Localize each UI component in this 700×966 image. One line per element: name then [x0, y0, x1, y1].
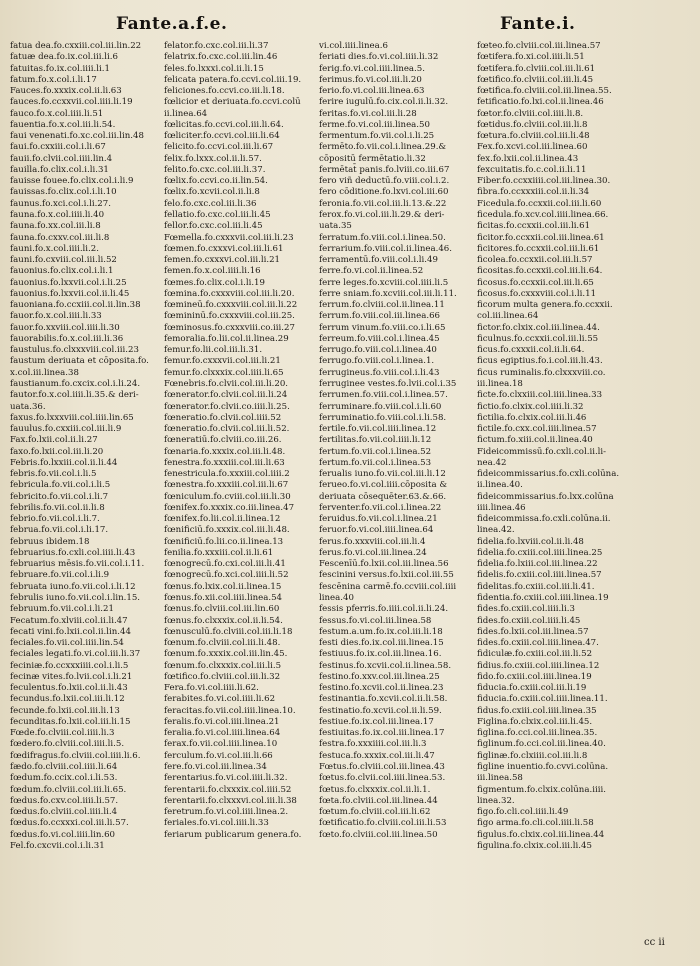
index-entry: fauissas.fo.clix.col.i.li.10: [10, 187, 117, 198]
index-entry: fœnus.fo.clxxxix.col.ii.li.54.: [164, 615, 283, 626]
index-entry: feriales.fo.vi.col.iiii.li.33: [164, 818, 269, 829]
index-entry: fœdus.fo.ccxxxi.col.iii.li.57.: [10, 818, 129, 829]
index-entry: febricula.fo.vii.col.i.li.5: [10, 480, 111, 491]
index-entry: fœmen.fo.cxxxvi.col.iii.li.61: [164, 243, 284, 254]
index-entry: fermentum.fo.vii.col.i.li.25: [319, 131, 435, 142]
index-entry: fœdus.fo.clviii.col.iiii.li.4: [10, 807, 118, 818]
index-entry: fauni.fo.cxviii.col.iii.li.52: [10, 255, 117, 266]
index-entry: fiducia.fo.cxiii.col.iiii.linea.11.: [477, 694, 608, 705]
index-entry: fescēnina carmē.fo.ccviii.col.iiii: [319, 581, 457, 592]
index-entry: febrilis.fo.vii.col.ii.li.8: [10, 502, 105, 513]
index-entry: deriuata cōsequēter.63.&.66.: [319, 491, 447, 502]
index-entry: festinatio.fo.xcvii.col.ii.li.59.: [319, 705, 442, 716]
index-entry: februa.fo.vii.col.i.li.17.: [10, 525, 109, 536]
index-entry: fido.fo.cxiii.col.iiii.linea.19: [477, 671, 592, 682]
index-entry: ficosus.fo.ccxxii.col.iii.li.65: [477, 277, 594, 288]
index-entry: fœmina.fo.cxxxviii.col.iii.li.20.: [164, 288, 295, 299]
index-entry: Fideicommissū.fo.cxli.col.ii.li-: [477, 446, 607, 457]
index-entry: fœnus.fo.clviii.col.iii.lin.60: [164, 604, 280, 615]
index-entry: fecati vini.fo.lxii.col.ii.lin.44: [10, 626, 131, 637]
index-entry: fertum.fo.vii.col.i.linea.52: [319, 446, 432, 457]
index-entry: fessus.fo.vi.col.iii.linea.58: [319, 615, 432, 626]
index-entry: fermētat̄ panis.fo.lviii.co.iii.67: [319, 164, 450, 175]
index-entry: ferme.fo.vi.col.iii.linea.50: [319, 119, 430, 130]
index-entry: ferruminatio.fo.viii.col.i.li.58.: [319, 412, 447, 423]
index-entry: fœtor.fo.clviii.col.iiii.li.8.: [477, 108, 584, 119]
index-entry: februarius.fo.cxli.col.iiii.li.43: [10, 547, 136, 558]
index-entry: figmentum.fo.clxix.colūna.iiii.: [477, 784, 606, 795]
index-entry: fauni.fo.x.col.iiii.li.2.: [10, 243, 99, 254]
folio-number: cc ii: [644, 937, 665, 948]
index-entry: ferratum.fo.viii.col.i.linea.50.: [319, 232, 446, 243]
index-entry: fidelia.fo.cxiii.col.iiii.linea.25: [477, 547, 603, 558]
index-entry: februlis iuno.fo.vii.col.i.lin.15.: [10, 593, 141, 604]
index-entry: vi.col.iiii.linea.6: [319, 41, 388, 51]
index-entry: x.col.iii.linea.38: [10, 367, 79, 378]
index-entry: fœta.fo.clviii.col.iii.linea.44: [319, 795, 438, 806]
index-entry: fœnerator.fo.clvii.co.iiii.li.25.: [164, 401, 290, 412]
index-entry: fertilitas.fo.vii.col.iiii.li.12: [319, 435, 432, 446]
index-entry: fœlicitas.fo.ccvi.col.iii.li.64.: [164, 119, 284, 130]
index-entry: uata.36.: [10, 401, 46, 412]
index-entry: fautor.fo.x.col.iiii.li.35.& deri-: [10, 390, 139, 401]
index-entry: felicito.fo.ccvi.col.iii.li.67: [164, 142, 274, 153]
index-entry: fœnificiū.fo.lii.co.ii.linea.13: [164, 536, 284, 547]
index-entry: fœnum.fo.xxxix.col.iii.lin.45.: [164, 649, 288, 660]
index-entry: feciales legati.fo.vi.col.iii.li.37: [10, 649, 141, 660]
index-entry: fœtifera.fo.xi.col.iiii.li.51: [477, 52, 585, 63]
index-entry: fœnus.fo.lxix.col.ii.linea.15: [164, 581, 282, 592]
index-entry: ferrarium.fo.viii.col.ii.linea.46.: [319, 243, 452, 254]
index-entry: felator.fo.cxc.col.iii.li.37: [164, 41, 269, 51]
index-entry: ferualis iuno.fo.vii.col.iii.li.12: [319, 469, 446, 480]
index-entry: ferentarius.fo.vi.col.iiii.li.32.: [164, 773, 288, 784]
index-entry: fœnum.fo.clviii.col.iii.li.48.: [164, 638, 281, 649]
index-entry: ferrugineus.fo.viii.col.i.li.43: [319, 367, 440, 378]
index-entry: ferre.fo.vi.col.ii.linea.52: [319, 266, 424, 277]
index-entry: fides.fo.cxiii.col.iiii.li.3: [477, 604, 575, 615]
index-entry: fenestra.fo.xxxiii.col.iii.li.63: [164, 457, 285, 468]
index-entry: faunus.fo.xci.col.i.li.27.: [10, 198, 111, 209]
index-entry: fauna.fo.cxxv.col.iii.li.8: [10, 232, 110, 243]
index-entry: fidelia.fo.lxiii.col.iii.linea.22: [477, 559, 598, 570]
index-entry: ferventer.fo.vii.col.i.linea.22: [319, 502, 442, 513]
index-entry: ferrum.fo.viii.col.iii.linea.66: [319, 311, 441, 322]
index-entry: Fœnebris.fo.clvii.col.iii.li.20.: [164, 378, 289, 389]
index-entry: faxo.fo.lxii.col.iii.li.20: [10, 446, 104, 457]
index-column-4: [477, 41, 687, 852]
index-entry: ferruginee vestes.fo.lvii.col.i.35: [319, 378, 457, 389]
index-entry: fœneratiū.fo.clviii.co.iii.26.: [164, 435, 282, 446]
index-entry: fecunditas.fo.lxii.col.iii.li.15: [10, 716, 131, 727]
index-entry: Fel.fo.cxcvii.col.i.li.31: [10, 840, 105, 851]
index-entry: feruor.fo.vi.col.iiii.linea.64: [319, 525, 434, 536]
index-entry: fœdus.fo.cxv.col.iiii.li.57.: [10, 795, 119, 806]
index-entry: fictum.fo.xiii.col.ii.linea.40: [477, 435, 593, 446]
index-entry: Fœtus.fo.clviii.col.iii.linea.43: [319, 762, 445, 772]
index-column-2: [164, 41, 326, 841]
index-entry: faustum deriuata et cōposita.fo.: [10, 356, 149, 367]
index-entry: ferculum.fo.vi.col.iii.li.66: [164, 750, 273, 761]
index-entry: fauco.fo.x.col.iiii.li.51: [10, 108, 104, 119]
index-entry: fauces.fo.ccxxvii.col.iiii.li.19: [10, 97, 133, 108]
index-entry: fiducia.fo.cxiii.col.iii.li.19: [477, 683, 587, 694]
index-entry: ficte.fo.clxxiii.col.iiii.linea.33: [477, 390, 603, 401]
index-entry: festiuitas.fo.ix.col.iii.linea.17: [319, 728, 445, 739]
index-entry: figulus.fo.clxix.col.iii.linea.44: [477, 829, 605, 840]
index-entry: fœtifica.fo.clviii.col.iii.linea.55.: [477, 86, 612, 97]
index-entry: fœminosus.fo.cxxxviii.co.iii.27: [164, 322, 295, 333]
index-entry: ferrum vinum.fo.viii.co.i.li.65: [319, 322, 446, 333]
index-entry: faui.fo.cxxiii.col.i.li.67: [10, 142, 106, 153]
index-entry: ferabites.fo.vi.col.iiii.li.62: [164, 694, 276, 705]
index-entry: Fera.fo.vi.col.iiii.li.62.: [164, 683, 259, 694]
index-entry: fetificatio.fo.lxi.col.ii.linea.46: [477, 97, 604, 108]
index-entry: fertum.fo.vii.col.i.linea.53: [319, 457, 432, 468]
index-entry: festino.fo.xcvii.col.ii.linea.23: [319, 683, 444, 694]
index-entry: ficosus.fo.cxxxviii.col.i.li.11: [477, 288, 597, 299]
index-entry: februum.fo.vii.col.i.li.21: [10, 604, 114, 615]
index-entry: fessis pferris.fo.iiii.col.ii.li.24.: [319, 604, 449, 615]
index-entry: Fex.fo.xcvi.col.iii.linea.60: [477, 142, 588, 153]
index-entry: fauonius.fo.clix.col.i.li.1: [10, 266, 114, 277]
index-entry: feliciones.fo.ccvi.co.iii.li.18.: [164, 86, 285, 97]
index-entry: fœnus.fo.xii.col.iiii.linea.54: [164, 593, 283, 604]
index-entry: fideicommissa.fo.cxli.colūna.ii.: [477, 514, 611, 525]
index-entry: fides.fo.cxiii.col.iiii.linea.47.: [477, 638, 599, 649]
index-entry: fero viñ deductū.fo.viii.col.i.2.: [319, 176, 450, 187]
index-entry: ficitores.fo.ccxxii.col.iii.li.61: [477, 243, 600, 254]
index-entry: col.iii.linea.64: [477, 311, 539, 322]
index-entry: februata iuno.fo.vii.col.i.li.12: [10, 581, 136, 592]
index-entry: Fauces.fo.xxxix.col.ii.li.63: [10, 86, 122, 97]
index-entry: fere.fo.vi.col.iii.linea.34: [164, 762, 267, 772]
running-head-left: Fante.a.f.e.: [116, 14, 228, 34]
index-entry: feles.fo.lxxxi.col.ii.li.15: [164, 63, 264, 74]
index-entry: Figlina.fo.clxix.col.iii.li.45.: [477, 716, 593, 727]
index-entry: fidiculæ.fo.cxiii.col.iii.li.52: [477, 649, 593, 660]
index-entry: felicata patera.fo.ccvi.col.iii.19.: [164, 74, 302, 85]
index-entry: festra.fo.xxxiiii.col.iii.li.3: [319, 739, 427, 750]
index-entry: fictile.fo.cxx.col.iiii.linea.57: [477, 424, 597, 435]
index-entry: fauii.fo.clvii.col.iiii.lin.4: [10, 153, 113, 164]
index-entry: fidelia.fo.lxviii.col.ii.li.48: [477, 536, 584, 547]
index-entry: ferig.fo.vi.col.iiii.linea.5.: [319, 63, 425, 74]
index-entry: fœniculum.fo.cviii.col.iii.li.30: [164, 491, 291, 502]
index-entry: feriati dies.fo.vi.col.iiii.li.32: [319, 52, 439, 63]
index-entry: ferruminare.fo.viii.col.i.li.60: [319, 401, 442, 412]
index-entry: fidentia.fo.cxiii.col.iiii.linea.19: [477, 593, 609, 604]
index-entry: fœdifragus.fo.clviii.col.iiii.li.6.: [10, 750, 141, 761]
index-entry: figlinæ.fo.clxiiii.col.iii.li.8: [477, 750, 588, 761]
index-entry: ficositas.fo.ccxxii.col.iii.li.64.: [477, 266, 603, 277]
index-entry: figlina.fo.cci.col.iii.linea.35.: [477, 728, 598, 739]
index-entry: ficorum multa genera.fo.ccxxii.: [477, 300, 613, 311]
index-entry: festino.fo.xxv.col.iii.linea.25: [319, 671, 440, 682]
index-entry: festinus.fo.xcvii.col.ii.linea.58.: [319, 660, 452, 671]
index-entry: Ficedula.fo.ccxxii.col.iii.li.60: [477, 198, 602, 209]
index-entry: fædo.fo.clviii.col.iiii.li.64: [10, 762, 118, 772]
index-entry: festiuus.fo.ix.col.iii.linea.16.: [319, 649, 442, 660]
index-entry: ferrum.fo.clviii.col.ii.linea.11: [319, 300, 445, 311]
index-entry: fœneratio.fo.clvii.col.iii.li.52.: [164, 424, 290, 435]
index-entry: ferrumen.fo.viii.col.i.linea.57.: [319, 390, 448, 401]
index-entry: fœnerator.fo.clvii.col.iii.li.24: [164, 390, 288, 401]
index-entry: felatrix.fo.cxc.col.iii.lin.46: [164, 52, 278, 63]
index-entry: ficus ruminalis.fo.clxxxviii.co.: [477, 367, 606, 378]
index-entry: feralia.fo.vi.col.iiii.linea.64: [164, 728, 281, 739]
index-entry: faui venenati.fo.xc.col.iii.lin.48: [10, 131, 144, 142]
index-entry: figo arma.fo.cli.col.iiii.li.58: [477, 818, 594, 829]
index-entry: fictor.fo.clxix.col.iii.linea.44.: [477, 322, 600, 333]
index-entry: femoralia.fo.lii.col.ii.linea.29: [164, 333, 289, 344]
index-entry: fœdero.fo.clviii.col.iiii.li.5.: [10, 739, 125, 750]
index-entry: ferimus.fo.vi.col.iii.li.20: [319, 74, 422, 85]
index-entry: Febris.fo.lxxiii.col.ii.li.44: [10, 457, 118, 468]
index-entry: fatuitas.fo.ix.col.iiii.li.1: [10, 63, 110, 74]
index-entry: Fiber.fo.ccxxiiii.col.iii.linea.30.: [477, 176, 611, 187]
index-entry: figulina.fo.clxix.col.iii.li.45: [477, 840, 592, 851]
index-entry: ficitor.fo.ccxxii.col.iii.linea.61: [477, 232, 605, 243]
index-entry: fœmininū.fo.cxxxviii.col.iii.25.: [164, 311, 295, 322]
index-entry: fecunde.fo.lxii.col.iii.li.13: [10, 705, 120, 716]
index-entry: fermēto.fo.vii.col.i.linea.29.&: [319, 142, 447, 153]
index-entry: femen.fo.cxxxvi.col.iii.li.21: [164, 255, 280, 266]
index-entry: fœtifera.fo.clviii.col.iii.li.61: [477, 63, 596, 74]
index-entry: fauor.fo.xxviii.col.iiii.li.30: [10, 322, 120, 333]
index-entry: ferax.fo.vii.col.iiii.linea.10: [164, 739, 278, 750]
index-entry: fœnestra.fo.xxxiii.col.iii.li.67: [164, 480, 289, 491]
index-entry: ferreum.fo.viii.col.i.linea.45: [319, 333, 440, 344]
index-entry: fideicommissarius.fo.cxli.colūna.: [477, 469, 620, 480]
index-entry: fœdum.fo.clviii.col.iii.li.65.: [10, 784, 127, 795]
index-entry: fescinini versus.fo.lxii.col.iii.55: [319, 570, 454, 581]
index-entry: fidelitas.fo.cxiii.col.iii.li.41.: [477, 581, 595, 592]
index-entry: fœnificiū.fo.xxxix.col.iii.li.48.: [164, 525, 290, 536]
index-entry: fœtifico.fo.clviii.col.iii.li.45: [477, 74, 594, 85]
index-entry: fero cōditione.fo.lxvi.col.iii.60: [319, 187, 449, 198]
index-entry: fœlix.fo.xcvii.col.ii.li.8: [164, 187, 260, 198]
index-entry: fœneratio.fo.clvii.col.iiii.52: [164, 412, 282, 423]
running-head-right: Fante.i.: [500, 14, 576, 34]
index-entry: felix.fo.lxxx.col.ii.li.57.: [164, 153, 262, 164]
index-entry: feciales.fo.vii.col.iiii.lin.54: [10, 638, 124, 649]
index-entry: fatuæ dea.fo.ix.col.iii.li.6: [10, 52, 118, 63]
index-entry: festinantia.fo.xcvii.col.ii.li.58.: [319, 694, 448, 705]
index-entry: fauor.fo.x.col.iiii.li.33: [10, 311, 102, 322]
index-entry: fatum.fo.x.col.i.li.17: [10, 74, 97, 85]
index-entry: ficitas.fo.ccxxii.col.iii.li.61: [477, 221, 591, 232]
index-entry: fictio.fo.clxix.col.iiii.li.32: [477, 401, 584, 412]
index-entry: feralis.fo.vi.col.iiii.linea.21: [164, 716, 280, 727]
index-entry: fœtus.fo.clvii.col.iiii.linea.53.: [319, 773, 446, 784]
index-entry: fenestricula.fo.xxxiii.col.iiii.2: [164, 469, 290, 480]
index-entry: fides.fo.cxiii.col.iiii.li.45: [477, 615, 581, 626]
index-entry: ferio.fo.vi.col.iii.linea.63: [319, 86, 425, 97]
index-entry: fœnum.fo.clxxxix.col.iii.li.5: [164, 660, 282, 671]
index-entry: iii.linea.58: [477, 773, 523, 784]
index-entry: feculentus.fo.lxii.col.ii.li.43: [10, 683, 128, 694]
index-entry: fœtura.fo.clviii.col.iii.li.48: [477, 131, 590, 142]
index-entry: fœtificatio.fo.clviii.col.iii.li.53: [319, 818, 447, 829]
index-entry: Fecatum.fo.xlviii.col.ii.li.47: [10, 615, 128, 626]
index-entry: februus ibidem.18: [10, 536, 90, 547]
index-entry: ferentarii.fo.clxxxvi.col.iii.li.38: [164, 795, 297, 806]
index-entry: feriarum publicarum genera.fo.: [164, 829, 302, 840]
index-entry: fictilia.fo.clxix.col.iii.li.46: [477, 412, 587, 423]
index-entry: figo.fo.cli.col.iiii.li.49: [477, 807, 569, 818]
index-entry: ficulnus.fo.ccxxii.col.iii.li.55: [477, 333, 599, 344]
index-entry: fœnogrecū.fo.xci.col.iiii.li.52: [164, 570, 289, 581]
index-entry: fideicommissarius.fo.lxx.colūna: [477, 491, 614, 502]
index-entry: feretrum.fo.vi.col.iiii.linea.2.: [164, 807, 289, 818]
index-entry: ferus.fo.vi.col.iii.linea.24: [319, 547, 427, 558]
index-entry: fenilia.fo.xxxiii.col.ii.li.61: [164, 547, 274, 558]
index-entry: fauoniana.fo.ccxiii.col.ii.lin.38: [10, 300, 141, 311]
index-entry: ferre leges.fo.xcviii.col.iiii.li.5: [319, 277, 449, 288]
index-entry: nea.42: [477, 457, 507, 468]
index-entry: fidius.fo.cxiii.col.iiii.linea.12: [477, 660, 600, 671]
index-entry: Fœde.fo.clviii.col.iiii.li.3: [10, 728, 115, 739]
index-entry: fauorabilis.fo.x.col.iii.li.36: [10, 333, 124, 344]
index-entry: linea.40: [319, 593, 354, 604]
index-entry: fœdum.fo.ccix.col.i.li.53.: [10, 773, 118, 784]
index-entry: festiue.fo.ix.col.iii.linea.17: [319, 716, 434, 727]
index-entry: felito.fo.cxc.col.iii.li.37.: [164, 164, 266, 175]
index-entry: fatua dea.fo.cxxiii.col.iii.lin.22: [10, 41, 142, 51]
index-entry: ii.linea.64: [164, 108, 208, 119]
index-entry: ficedula.fo.xcv.col.iiii.linea.66.: [477, 209, 609, 220]
index-entry: febrio.fo.vii.col.i.li.7.: [10, 514, 100, 525]
index-entry: fauonius.fo.lxxvii.col.i.li.25: [10, 277, 127, 288]
index-entry: ficus egiptius.fo.i.col.iii.li.43.: [477, 356, 603, 367]
index-entry: fœdus.fo.vi.col.iiii.lin.60: [10, 829, 116, 840]
index-entry: fidus.fo.cxiii.col.iiii.linea.35: [477, 705, 597, 716]
index-entry: feruidus.fo.vii.col.i.linea.21: [319, 514, 438, 525]
index-entry: fibra.fo.ccxxxiii.col.ii.li.34: [477, 187, 590, 198]
index-entry: ferus.fo.xxxviii.col.iii.li.4: [319, 536, 426, 547]
index-entry: festuca.fo.xxxix.col.iii.li.47: [319, 750, 435, 761]
index-entry: faustianum.fo.cxcix.col.i.li.24.: [10, 378, 141, 389]
index-entry: fides.fo.lxii.col.iii.linea.57: [477, 626, 589, 637]
index-entry: Fœmella.fo.cxxxvii.col.iii.li.23: [164, 232, 294, 243]
index-entry: fœteo.fo.clviii.col.iii.linea.57: [477, 41, 601, 51]
index-entry: ferre sniam.fo.xcviii.col.iii.li.11.: [319, 288, 457, 299]
index-entry: fauisse fouee.fo.clix.col.i.li.9: [10, 176, 134, 187]
index-entry: fertile.fo.vii.col.iiii.linea.12: [319, 424, 437, 435]
index-entry: fœtum.fo.clviii.col.iii.li.62: [319, 807, 431, 818]
index-entry: uata.35: [319, 221, 352, 232]
index-entry: feronia.fo.vii.col.iii.li.13.&.22: [319, 198, 447, 209]
index-entry: fex.fo.lxii.col.ii.linea.43: [477, 153, 579, 164]
index-entry: fœliciter.fo.ccvi.col.iii.li.64: [164, 131, 280, 142]
index-entry: fœlicior et deriuata.fo.ccvi.colū: [164, 97, 301, 108]
index-entry: linea.42.: [477, 525, 515, 536]
index-entry: figlinum.fo.cci.col.iii.linea.40.: [477, 739, 606, 750]
index-entry: fauulus.fo.cxxiii.col.iii.li.9: [10, 424, 122, 435]
index-entry: faxus.fo.lxxxviii.col.iiii.lin.65: [10, 412, 134, 423]
index-column-1: [10, 41, 172, 852]
index-entry: fecinæ vites.fo.lvii.col.i.li.21: [10, 671, 133, 682]
index-entry: fœmes.fo.clix.col.i.li.19: [164, 277, 265, 288]
index-entry: ferueo.fo.vi.col.iiii.cōposita &: [319, 480, 447, 491]
index-entry: fœlix.fo.ccvi.co.ii.lin.54.: [164, 176, 268, 187]
index-entry: fœnaria.fo.xxxix.col.iii.li.48.: [164, 446, 286, 457]
index-entry: feritas.fo.vi.col.iii.li.28: [319, 108, 417, 119]
index-entry: fauilla.fo.clix.col.i.li.31: [10, 164, 109, 175]
index-entry: iii.linea.18: [477, 378, 523, 389]
index-entry: faustulus.fo.clxxxviii.col.iii.23: [10, 345, 139, 356]
index-entry: fidelis.fo.cxiii.col.iiii.linea.57: [477, 570, 602, 581]
index-entry: fellatio.fo.cxc.col.iii.li.45: [164, 209, 271, 220]
index-entry: ferrugo.fo.viii.col.i.linea.40: [319, 345, 437, 356]
index-entry: festum.a.um.fo.ix.col.iii.li.18: [319, 626, 443, 637]
index-entry: ii.linea.40.: [477, 480, 523, 491]
index-entry: febricito.fo.vii.col.i.li.7: [10, 491, 109, 502]
index-entry: Fescenīū.fo.lxii.col.iii.linea.56: [319, 559, 449, 570]
index-entry: Fax.fo.lxii.col.ii.li.27: [10, 435, 98, 446]
index-entry: fauentia.fo.x.col.iii.li.54.: [10, 119, 116, 130]
index-entry: fellor.fo.cxc.col.iii.li.45: [164, 221, 263, 232]
index-entry: femen.fo.x.col.iiii.li.16: [164, 266, 261, 277]
index-entry: februare.fo.vii.col.i.li.9: [10, 570, 110, 581]
index-entry: ferramentū.fo.viii.col.i.li.49: [319, 255, 438, 266]
index-entry: fauna.fo.x.col.iiii.li.40: [10, 209, 105, 220]
index-entry: ferox.fo.vi.col.iii.li.29.& deri-: [319, 209, 445, 220]
index-entry: fœtidus.fo.clviii.col.iii.li.8: [477, 119, 588, 130]
index-entry: ferentarii.fo.clxxxix.col.iiii.52: [164, 784, 292, 795]
index-entry: iiii.linea.46: [477, 502, 526, 513]
index-entry: ficolea.fo.ccxxii.col.iii.li.57: [477, 255, 593, 266]
index-entry: fœmineū.fo.cxxxviii.col.iii.li.22: [164, 300, 298, 311]
index-entry: fœto.fo.clviii.col.iii.linea.50: [319, 829, 438, 840]
index-entry: fœnusculū.fo.clviii.col.iii.li.18: [164, 626, 293, 637]
index-entry: fexcuitatis.fo.c.col.ii.li.11: [477, 164, 587, 175]
index-entry: feciniæ.fo.ccxxxiiii.col.i.li.5: [10, 660, 129, 671]
index-entry: fœtus.fo.clxxxix.col.ii.li.1.: [319, 784, 431, 795]
index-entry: festi dies.fo.ix.col.iii.linea.15: [319, 638, 444, 649]
index-entry: linea.32.: [477, 795, 515, 806]
index-entry: ferrugo.fo.viii.col.i.linea.1.: [319, 356, 435, 367]
index-entry: fauna.fo.xx.col.iii.li.8: [10, 221, 101, 232]
index-entry: felo.fo.cxc.col.iii.li.36: [164, 198, 257, 209]
index-entry: fœtifico.fo.clviii.col.iii.li.32: [164, 671, 281, 682]
index-entry: ficus.fo.cxxxii.col.ii.li.64.: [477, 345, 585, 356]
index-entry: femur.fo.clxxxix.col.iiii.li.65: [164, 367, 284, 378]
index-entry: femur.fo.cxxxvii.col.iii.li.21: [164, 356, 281, 367]
index-entry: febris.fo.vii.col.i.li.5: [10, 469, 97, 480]
index-entry: ferire iugulū.fo.cix.col.ii.li.32.: [319, 97, 449, 108]
index-column-3: [319, 41, 481, 841]
index-entry: fecundus.fo.lxii.col.iii.li.12: [10, 694, 125, 705]
index-entry: figline inuentio.fo.cvvi.colūna.: [477, 762, 609, 772]
index-entry: femur.fo.lii.col.iii.li.31.: [164, 345, 263, 356]
index-entry: fauonius.fo.lxxvii.col.ii.li.45: [10, 288, 130, 299]
index-entry: februarius mēsis.fo.vii.col.i.11.: [10, 559, 145, 570]
index-entry: fœnifex.fo.lii.col.ii.linea.12: [164, 514, 281, 525]
index-entry: fœnogrecū.fo.cxi.col.iii.li.41: [164, 559, 286, 570]
index-entry: feracitas.fo.vii.col.iiii.linea.10.: [164, 705, 296, 716]
index-entry: fœnifex.fo.xxxix.co.iii.linea.47: [164, 502, 295, 513]
index-entry: cōpositū fermētatio.li.32: [319, 153, 426, 164]
